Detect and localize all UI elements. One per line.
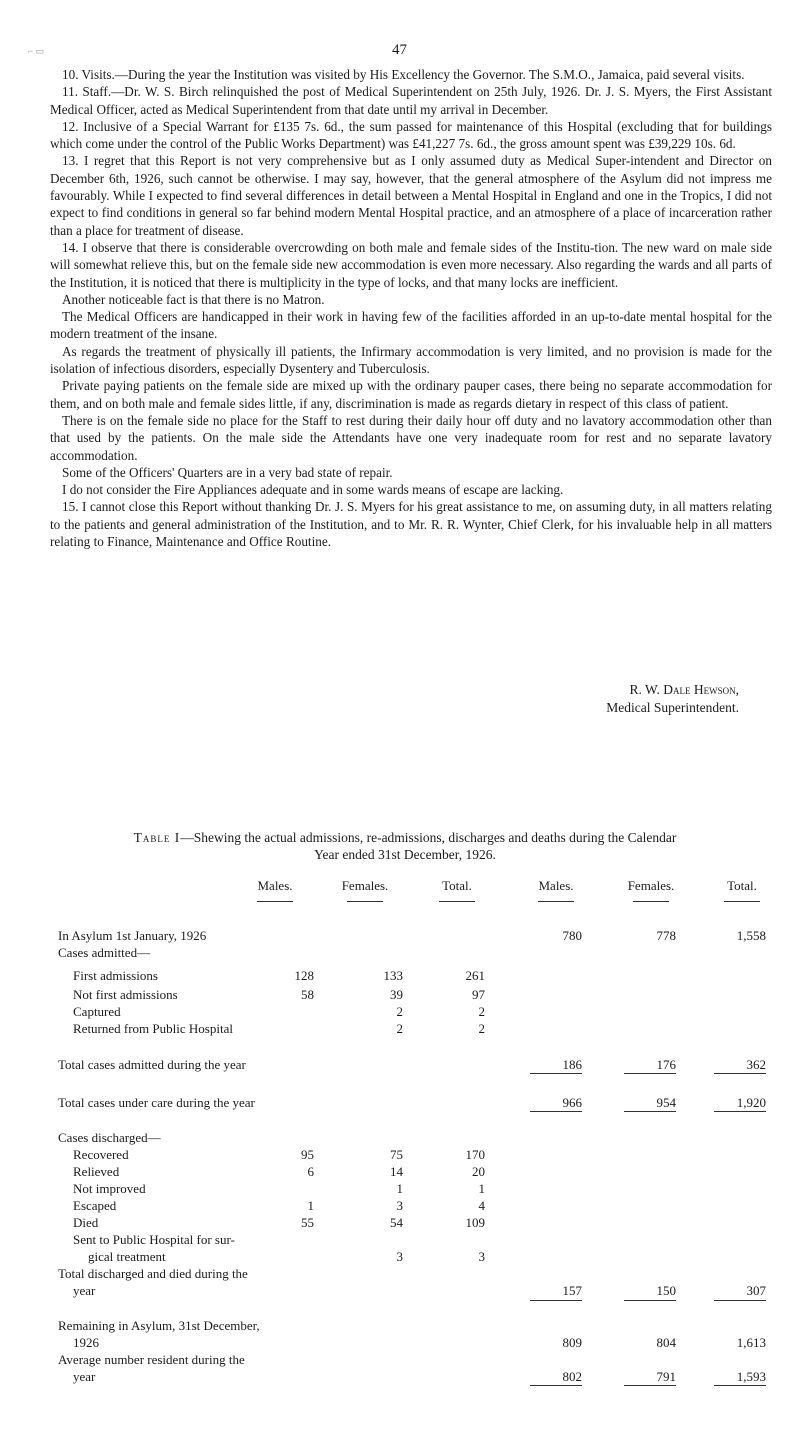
page-number: 47 [392, 42, 407, 58]
table-cell: 954 [656, 1095, 676, 1110]
row-label: Total cases under care during the year [58, 1095, 255, 1110]
table-cell: 150 [656, 1283, 676, 1298]
paragraph: 11. Staff.—Dr. W. S. Birch relinquished the post of Medical Superintendent on 25th July, 1926. Dr. J. S. Myers, the First Assistant Medical Officer, acted as Medical Superintendent from that date until my arrival in December. [50, 84, 772, 117]
row-label: Recovered [73, 1147, 129, 1162]
paragraph: As regards the treatment of physically ill patients, the Infirmary accommodation is very limited, and no provision is made for the isolation of infectious disorders, especially Dysentery and Tuberculosis. [50, 343, 772, 377]
row-label: Sent to Public Hospital for sur- [73, 1232, 235, 1247]
table-cell: 1 [478, 1181, 485, 1196]
paragraph: The Medical Officers are handicapped in their work in having few of the facilities afforded in an up-to-date mental hospital for the modern treatment of the insane. [50, 309, 772, 342]
paragraph: 15. I cannot close this Report without thanking Dr. J. S. Myers for his great assistance to me, on assuming duty, in all matters relating to the patients and general administration of the Institution, and to Mr. R. R. Wynter, Chief Clerk, for his invaluable help in all matters relating to Finance, Maintenance and Office Routine. [50, 499, 772, 550]
row-label: Cases discharged— [58, 1130, 161, 1145]
total-rule [714, 1073, 766, 1074]
table-cell: 778 [656, 928, 676, 943]
table-cell: 791 [656, 1369, 676, 1384]
table-cell: 307 [746, 1283, 766, 1298]
table-cell: 2 [478, 1021, 485, 1036]
table-cell: 261 [465, 968, 485, 983]
total-rule [530, 1300, 582, 1301]
table-cell: 1,558 [736, 928, 766, 943]
table-cell: 966 [562, 1095, 582, 1110]
row-label: Remaining in Asylum, 31st December, [58, 1318, 260, 1333]
table-cell: 1 [396, 1181, 403, 1196]
table-cell: 3 [396, 1198, 403, 1213]
table-cell: 109 [465, 1215, 485, 1230]
table-cell: 802 [562, 1369, 582, 1384]
header-rule [633, 901, 669, 902]
column-header: Females. [341, 878, 389, 893]
row-label: First admissions [73, 968, 158, 983]
paragraph: Some of the Officers' Quarters are in a very bad state of repair. [62, 464, 393, 480]
paragraph: Private paying patients on the female side are mixed up with the ordinary pauper cases, there being no separate accommodation for them, and on both male and female sides little, if any, discrimination is made as regards dietary in respect of this class of patient. [50, 378, 772, 411]
table-cell: 780 [562, 928, 582, 943]
table-cell: 20 [472, 1164, 485, 1179]
row-label: Average number resident during the [58, 1352, 245, 1367]
column-header: Total. [442, 878, 472, 893]
table-cell: 55 [301, 1215, 314, 1230]
table-cell: 2 [478, 1004, 485, 1019]
table-cell: 809 [562, 1335, 582, 1350]
total-rule [530, 1073, 582, 1074]
total-rule [714, 1300, 766, 1301]
table-cell: 170 [465, 1147, 485, 1162]
row-label: Captured [73, 1004, 121, 1019]
header-rule [257, 901, 293, 902]
table-caption-line-2: Year ended 31st December, 1926. [314, 847, 496, 862]
total-rule [530, 1385, 582, 1386]
total-rule [624, 1385, 676, 1386]
table-cell: 95 [301, 1147, 314, 1162]
table-cell: 6 [307, 1164, 314, 1179]
header-rule [538, 901, 574, 902]
row-label: Escaped [73, 1198, 117, 1213]
table-cell: 2 [396, 1021, 403, 1036]
paragraph: I do not consider the Fire Appliances adequate and in some wards means of escape are lacking. [62, 482, 564, 498]
scan-mark: ⌐ ▭ [28, 46, 44, 56]
table-cell: 1,613 [736, 1335, 766, 1350]
table-cell: 128 [294, 968, 314, 983]
table-cell: 3 [396, 1249, 403, 1264]
row-label: Not first admissions [73, 987, 178, 1002]
row-label: Cases admitted— [58, 945, 151, 960]
table-cell: 176 [656, 1057, 676, 1072]
total-rule [624, 1111, 676, 1112]
row-label: In Asylum 1st January, 1926 [58, 928, 207, 943]
row-label: Relieved [73, 1164, 120, 1179]
table-cell: 75 [390, 1147, 403, 1162]
table-cell: 1,920 [736, 1095, 766, 1110]
paragraph: There is on the female side no place for the Staff to rest during their daily hour off duty and no lavatory accommodation other than that used by the patients. On the male side the Attendants have one very inadequate room for rest and no separate lavatory accommodation. [50, 412, 772, 463]
table-cell: 186 [562, 1057, 582, 1072]
paragraph: 13. I regret that this Report is not very comprehensive but as I only assumed duty as Medical Super-intendent and Director on December 6th, 1926, such cannot be otherwise. I may say, however, that the general atmosphere of the Asylum did not impress me favourably. While I expected to find several differences in detail between a Mental Hospital in England and one in the Tropics, I did not expect to find conditions in general so far behind modern Mental Hospital practice, and an atmosphere of a place of incarceration rather than a place for treatment of disease. [50, 153, 772, 238]
table-cell: 133 [383, 968, 403, 983]
paragraph: 10. Visits.—During the year the Institution was visited by His Excellency the Governor. The S.M.O., Jamaica, paid several visits. [62, 67, 745, 82]
total-rule [624, 1073, 676, 1074]
column-header: Males. [257, 878, 293, 893]
signatory-name: R. W. Dale Hewson, [629, 682, 739, 697]
total-rule [714, 1385, 766, 1386]
table-cell: 2 [396, 1004, 403, 1019]
table-cell: 362 [746, 1057, 766, 1072]
row-label: Not improved [73, 1181, 146, 1196]
table-cell: 804 [656, 1335, 676, 1350]
row-label: Died [73, 1215, 99, 1230]
paragraph: 14. I observe that there is considerable overcrowding on both male and female sides of the Institu-tion. The new ward on male side will somewhat relieve this, but on the female side new accommodation is even more necessary. Also regarding the wards and all parts of the Institution, it is noticed that there is multiplicity in the type of locks, and that many locks are inefficient. [50, 239, 772, 290]
table-cell: 157 [562, 1283, 582, 1298]
paragraph: 12. Inclusive of a Special Warrant for £135 7s. 6d., the sum passed for maintenance of this Hospital (excluding that for buildings which come under the control of the Public Works Department) was £41,227 7s. 6d., the gross amount spent was £39,229 10s. 6d. [50, 118, 772, 152]
column-header: Females. [627, 878, 675, 893]
table-caption-line-1: —Shewing the actual admissions, re-admissions, discharges and deaths during the Calendar [180, 830, 677, 845]
table-cell: 39 [390, 987, 403, 1002]
header-rule [439, 901, 475, 902]
table-cell: 3 [478, 1249, 485, 1264]
table-cell: 97 [472, 987, 485, 1002]
column-header: Males. [538, 878, 574, 893]
table-cell: 14 [390, 1164, 403, 1179]
row-label: gical treatment [88, 1249, 166, 1264]
row-label: 1926 [73, 1335, 99, 1350]
row-label: year [73, 1369, 96, 1384]
column-header: Total. [727, 878, 757, 893]
row-label: year [73, 1283, 96, 1298]
total-rule [624, 1300, 676, 1301]
table-cell: 1,593 [736, 1369, 766, 1384]
table-label: Table I [133, 830, 181, 845]
header-rule [724, 901, 760, 902]
row-label: Returned from Public Hospital [73, 1021, 233, 1036]
table-cell: 54 [390, 1215, 403, 1230]
table-cell: 1 [307, 1198, 314, 1213]
table-cell: 4 [478, 1198, 485, 1213]
paragraph: Another noticeable fact is that there is no Matron. [62, 291, 325, 307]
row-label: Total discharged and died during the [58, 1266, 248, 1281]
table-cell: 58 [301, 987, 314, 1002]
signatory-title: Medical Superintendent. [606, 700, 739, 715]
total-rule [714, 1111, 766, 1112]
row-label: Total cases admitted during the year [58, 1057, 246, 1072]
header-rule [347, 901, 383, 902]
total-rule [530, 1111, 582, 1112]
